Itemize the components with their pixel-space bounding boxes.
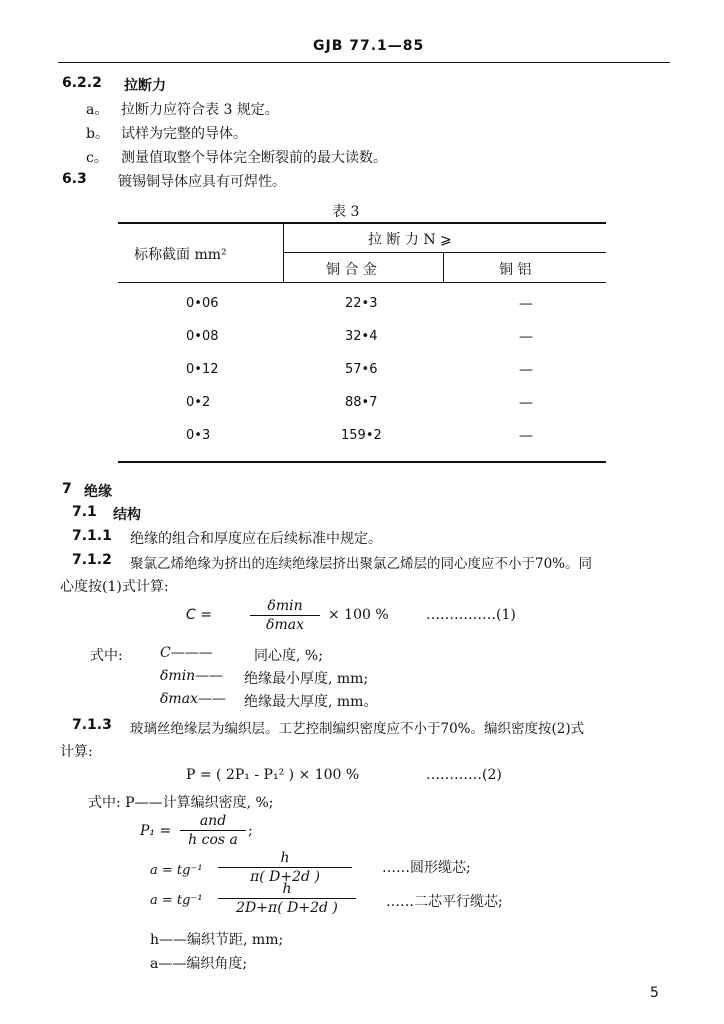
a1-denominator: π( D+2d ) bbox=[250, 869, 320, 885]
table-header-rule bbox=[118, 282, 606, 283]
page-number: 5 bbox=[650, 985, 659, 1001]
def-dmin-symbol: δmin—— bbox=[160, 668, 224, 684]
item-a-text: 拉断力应符合表 3 规定。 bbox=[121, 102, 279, 118]
cell-section-1: 0•08 bbox=[186, 329, 219, 344]
section-7-number: 7 bbox=[62, 481, 72, 497]
header-rule bbox=[58, 62, 670, 63]
eq1-fraction bbox=[250, 597, 320, 634]
col-header-cual: 铜 铝 bbox=[499, 262, 532, 278]
col-header-tensile: 拉 断 力 N ⩾ bbox=[368, 232, 452, 248]
cell-cual-1: — bbox=[519, 329, 533, 345]
standard-code-header: GJB 77.1—85 bbox=[313, 38, 425, 54]
p1-fraction bbox=[180, 812, 246, 849]
section-7-1-2-number: 7.1.2 bbox=[72, 552, 112, 568]
a2-note: ……二芯平行缆芯; bbox=[386, 894, 503, 910]
eq1-where: 式中: bbox=[90, 648, 123, 664]
section-7-title: 绝缘 bbox=[84, 484, 112, 500]
section-7-1-1-text: 绝缘的组合和厚度应在后续标准中规定。 bbox=[130, 531, 382, 547]
def-dmax-symbol: δmax—— bbox=[160, 691, 226, 707]
cell-alloy-0: 22•3 bbox=[345, 296, 378, 311]
def-a: a——编织角度; bbox=[150, 956, 248, 972]
table-caption: 表 3 bbox=[332, 204, 360, 220]
section-7-1-1-number: 7.1.1 bbox=[72, 528, 112, 544]
p1-numerator: and bbox=[199, 813, 227, 829]
cell-section-3: 0•2 bbox=[186, 395, 211, 410]
p1-tail: ; bbox=[248, 823, 253, 839]
cell-section-0: 0•06 bbox=[186, 296, 219, 311]
item-c-label: c。 bbox=[86, 150, 108, 166]
section-7-1-2-line1: 聚氯乙烯绝缘为挤出的连续绝缘层挤出聚氯乙烯层的同心度应不小于70%。同 bbox=[130, 556, 593, 572]
a1-note: ……圆形缆芯; bbox=[382, 860, 471, 876]
a2-numerator: h bbox=[282, 881, 292, 897]
table-vline-1 bbox=[283, 223, 284, 282]
p1-lhs: P₁ = bbox=[140, 823, 172, 839]
def-c-symbol: C——— bbox=[160, 645, 213, 661]
p1-denominator: h cos a bbox=[188, 832, 238, 848]
section-6-2-2-title: 拉断力 bbox=[124, 78, 166, 94]
section-7-1-number: 7.1 bbox=[72, 504, 97, 520]
a2-lhs: a = tg⁻¹ bbox=[150, 893, 203, 908]
cell-alloy-4: 159•2 bbox=[341, 428, 382, 443]
cell-section-4: 0•3 bbox=[186, 428, 211, 443]
cell-cual-2: — bbox=[519, 362, 533, 378]
table-bottom-rule bbox=[118, 461, 606, 463]
section-6-2-2-number: 6.2.2 bbox=[62, 75, 102, 91]
a1-lhs: a = tg⁻¹ bbox=[150, 863, 203, 878]
eq1-denominator: δmax bbox=[266, 617, 304, 633]
section-7-1-title: 结构 bbox=[113, 507, 141, 523]
cell-cual-3: — bbox=[519, 395, 533, 411]
section-7-1-3-line1: 玻璃丝绝缘层为编织层。工艺控制编织密度应不小于70%。编织密度按(2)式 bbox=[130, 721, 585, 737]
eq1-numerator: δmin bbox=[267, 598, 303, 614]
eq1-rhs: × 100 % bbox=[328, 607, 389, 623]
eq2: P = ( 2P₁ - P₁² ) × 100 % bbox=[186, 767, 360, 783]
eq2-where-p: 式中: P——计算编织密度, %; bbox=[88, 795, 274, 811]
cell-section-2: 0•12 bbox=[186, 362, 219, 377]
def-h: h——编织节距, mm; bbox=[150, 932, 284, 948]
section-7-1-3-number: 7.1.3 bbox=[72, 717, 112, 733]
cell-alloy-2: 57•6 bbox=[345, 362, 378, 377]
def-c-text: 同心度, %; bbox=[254, 648, 323, 664]
eq2-number: …………(2) bbox=[426, 767, 502, 783]
item-b-text: 试样为完整的导体。 bbox=[121, 126, 247, 142]
def-dmax-text: 绝缘最大厚度, mm。 bbox=[244, 694, 378, 710]
eq1-lhs: C = bbox=[186, 607, 212, 623]
section-6-3-text: 镀锡铜导体应具有可焊性。 bbox=[118, 174, 286, 190]
cell-alloy-1: 32•4 bbox=[345, 329, 378, 344]
cell-cual-4: — bbox=[519, 428, 533, 444]
a1-numerator: h bbox=[280, 850, 290, 866]
item-c-text: 测量值取整个导体完全断裂前的最大读数。 bbox=[121, 150, 387, 166]
a2-fraction bbox=[218, 880, 356, 917]
section-7-1-2-line2: 心度按(1)式计算: bbox=[60, 579, 169, 595]
col-header-alloy: 铜 合 金 bbox=[326, 262, 377, 278]
item-a-label: a。 bbox=[86, 102, 109, 118]
table-group-rule bbox=[283, 252, 606, 253]
cell-alloy-3: 88•7 bbox=[345, 395, 378, 410]
a2-denominator: 2D+π( D+2d ) bbox=[236, 900, 338, 916]
section-6-3-number: 6.3 bbox=[62, 171, 87, 187]
item-b-label: b。 bbox=[86, 126, 109, 142]
def-dmin-text: 绝缘最小厚度, mm; bbox=[244, 671, 369, 687]
col-header-section: 标称截面 mm² bbox=[134, 247, 227, 263]
table-vline-2 bbox=[443, 253, 444, 282]
eq1-number: ……………(1) bbox=[426, 607, 516, 623]
table-top-rule bbox=[118, 222, 606, 224]
section-7-1-3-line2: 计算: bbox=[60, 744, 93, 760]
cell-cual-0: — bbox=[519, 296, 533, 312]
